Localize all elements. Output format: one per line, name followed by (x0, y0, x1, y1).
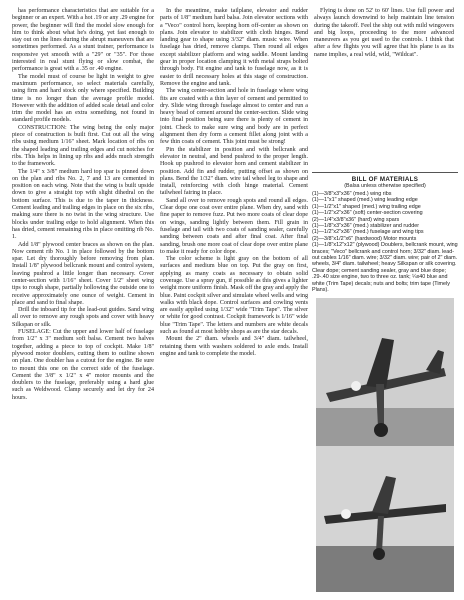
paragraph: Pin the stabilizer in position and with bellcrank and elevator in neutral, and bend pushrod to the proper length. Hook up pushrod to elevator horn and cement stabilizer in position. Add fin and rudder, putting offset as shown on plans. Bend the 1/32" diam. wire tail wheel leg to shape and install, reinforcing with cloth hinge material. Cement tailwheel fairing in place. (160, 146, 308, 197)
paragraph: Mount the 2" diam. wheels and 3/4" diam. tailwheel, retaining them with washers soldered to axle ends. Install engine and tank to complete the model. (160, 336, 308, 357)
paragraph: The color scheme is light gray on the bottom of all surfaces and medium blue on top. Put the gray on first, applying as many coats as necessary to obtain solid coverage. Use a spray gun, if possible as this gives a lighter weight more uniform finish. Mask off the gray and apply the blue. Paint cockpit silver and simulate wheel wells and wing walks with black dope. Control surfaces and cowling vents are easily applied using 1/32" wide "Trim Tape". The silver or white for good contrast. Cockpit framework is 1/16" wide blue "Trim Tape". The letters and numbers are white decals such as found at most hobby shops as are the star decals. (160, 256, 308, 336)
bom-title: BILL OF MATERIALS (351, 176, 419, 183)
bom-item: (1)—1/2"x1" shaped (med.) wing trailing edge (312, 203, 421, 210)
paragraph: The model must of course be light in weight to give maximum performance, so select materials carefully, using firm and hard stock only where specified. Building time is no longer than the average profile model. However with the addition of added scale detail and color trim the model has an extra something, not found in standard profile models. (12, 73, 154, 124)
paragraph: Flying is done on 52' to 60' lines. Use full power and always launch downwind to help maintain line tension during the takeoff. Feel the ship out with mild wingovers and big loops, proceeding to the more advanced maneuvers as you get used to the controls. I think that after a few flights you will agree that his plane is as its name implies, a real wild, wild, "Wildcat". (314, 8, 454, 58)
paragraph: The wing center-section and hole in fuselage where wing fits are coated with a thin layer of cement and permitted to dry. Slide wing through fuselage almost to center and run a heavy bead of cement around the center-section. Slide wing into final position being sure there is plenty of cement in joint. Check to make sure wing and body are in perfect alignment then dry form a cement fillet along joint with a few thin coats of cement. This joint must be strong! (160, 88, 308, 146)
bom-subtitle: (Balsa unless otherwise specified) (344, 183, 426, 189)
bom-item: (1)—1/8"x3"x36" (med.) stabilizer and rudder (312, 223, 420, 230)
bom-item: (1)—1/2"x2"x36" (soft) center-section covering (312, 210, 423, 217)
bom-item: (1)—1/2"x2"x36" (med.) fuselage and wing tips (312, 229, 424, 236)
bom-item: (1)—1"x1" shaped (med.) wing leading edge (312, 197, 418, 204)
bom-item: (2)—3/8"x1/2"x6" (hardwood) Motor mounts (312, 235, 417, 242)
article-column-2 (160, 8, 308, 358)
bom-item: (1)—1/8"x12"x12" (plywood) Doublers, bellcrank mount, wing braces; "Veco" bellcrank and control horn; 3/32" diam. lead-out cables 1/16" diam. wire; 3/32" diam. wire; pair of 2" diam. wheels, 3/4" diam. tailwheel; heavy Silkspan or silk covering. Clear dope; cement sanding sealer, gray and blue dope; .29-.40 size engine, two to three oz. tank; ¼x40 blue and white (Trim Tape) decals; nuts and bolts; trim tape (Timely Plans). (312, 242, 458, 294)
plane-photo-icon (316, 298, 454, 448)
paragraph: In the meantime, make tailplane, elevator and rudder parts of 1/8" medium hard balsa. Join elevator sections with a "Veco" control horn, keeping horn off-center as shown on plans. Join elevator to stabilizer with cloth hinges. Bend landing gear to shape using 3/32" diam. music wire. When fuselage has dried, remove clamps. Then round all edges except stabilizer platform and wing saddle. Mount landing gear in proper location clamping it with metal straps bolted through body. Fit engine and tank to fuselage now, as it is easier to drill necessary holes at this stage of construction. Remove the engine and tank. (160, 8, 308, 87)
paragraph: Add 1/8" plywood center braces as shown on the plan. Now cement rib No. 1 in place followed by the bottom spar. Let dry thoroughly before removing from plan. Install 1/8" plywood bellcrank mount and control system, leaving pushrod a little longer than necessary. Cover center-section with 1/16" sheet. Cover 1/2" sheet wing tips to rough shape, partially hollowing the outside one to receive approximately one ounce of weight. Cement in place and sand to final shape. (12, 241, 154, 306)
plane-photo-icon (316, 298, 454, 448)
bill-of-materials (312, 172, 458, 294)
paragraph: The 1/4" x 3/8" medium hard top spar is pinned down on the plan and ribs No. 2, 7 and 13 are cemented in position on each wing. Note that the wing is built upside down to give a straight top with slight dihedral on the bottom surface. This is due to the taper in thickness. Cement leading and trailing edges in place on the six ribs, making sure there is no twist in the wing structure. Use blocks under trailing edge to hold alignment. When this has dried, cement remaining ribs in place omitting rib No. 1. (12, 168, 154, 241)
paragraph: CONSTRUCTION: The wing being the only major piece of construction is built first. Cut out all the wing ribs using medium 1/16" sheet. Mark location of ribs on the shaped leading and trailing edges and cut notches for ribs. This helps in lining up ribs and adds much strength to the framework. (12, 124, 154, 168)
bom-item: (1)—3/8"x3"x36" (med.) wing ribs (312, 191, 392, 197)
paragraph: has performance characteristics that are suitable for a beginner or an expert. With a hot .19 or any .29 engine for power, the beginner will find the model slow enough for him to think about what he's doing, yet fast enough to stay out on the lines during the abrupt maneuvers that are sometimes performed. As a stunt trainer, performance is responsive yet smooth with a "29" or "35". For those interested in real stunt flying or slow combat, the performance is great with a .35 or .40 engine. (12, 8, 154, 73)
article-column-1 (12, 8, 154, 402)
article-column-3 (314, 8, 454, 59)
paragraph: FUSELAGE: Cut the upper and lower half of fuselage from 1/2" x 3" medium soft balsa. Cement two halves together, adding a piece to top of cockpit. Make 1/8" plywood motor doublers, cutting them to outline shown on plan. One doubler has a cutout for the engine. Be sure to mount this one on the correct side of the fuselage. Cement the 3/8" x 1/2" x 4" motor mounts and the doublers to the fuselage, preferably using a hard glue such as Weldwood. Clamp securely and let dry for 24 hours. (12, 329, 154, 401)
paragraph: Sand all over to remove rough spots and round all edges. Clear dope one coat over entire plane. When dry, sand with fine paper to remove fuzz. Put two more coats of clear dope on wings, sanding lightly between them. Fill grain in fuselage and tail with two coats of sanding sealer, carefully sanding between coats and after final coat. After final sanding, brush one more coat of clear dope over entire plane to make it ready for color dope. (160, 197, 308, 255)
paragraph: Drill the inboard tip for the lead-out guides. Sand wing all over to remove any rough spots and cover with heavy Silkspan or silk. (12, 307, 154, 328)
bom-item: (2)—1/4"x3/8"x36" (hard) wing spars (312, 216, 400, 223)
plane-in-flight-photo-icon (316, 446, 454, 592)
plane-in-flight-photo-icon (316, 446, 454, 592)
